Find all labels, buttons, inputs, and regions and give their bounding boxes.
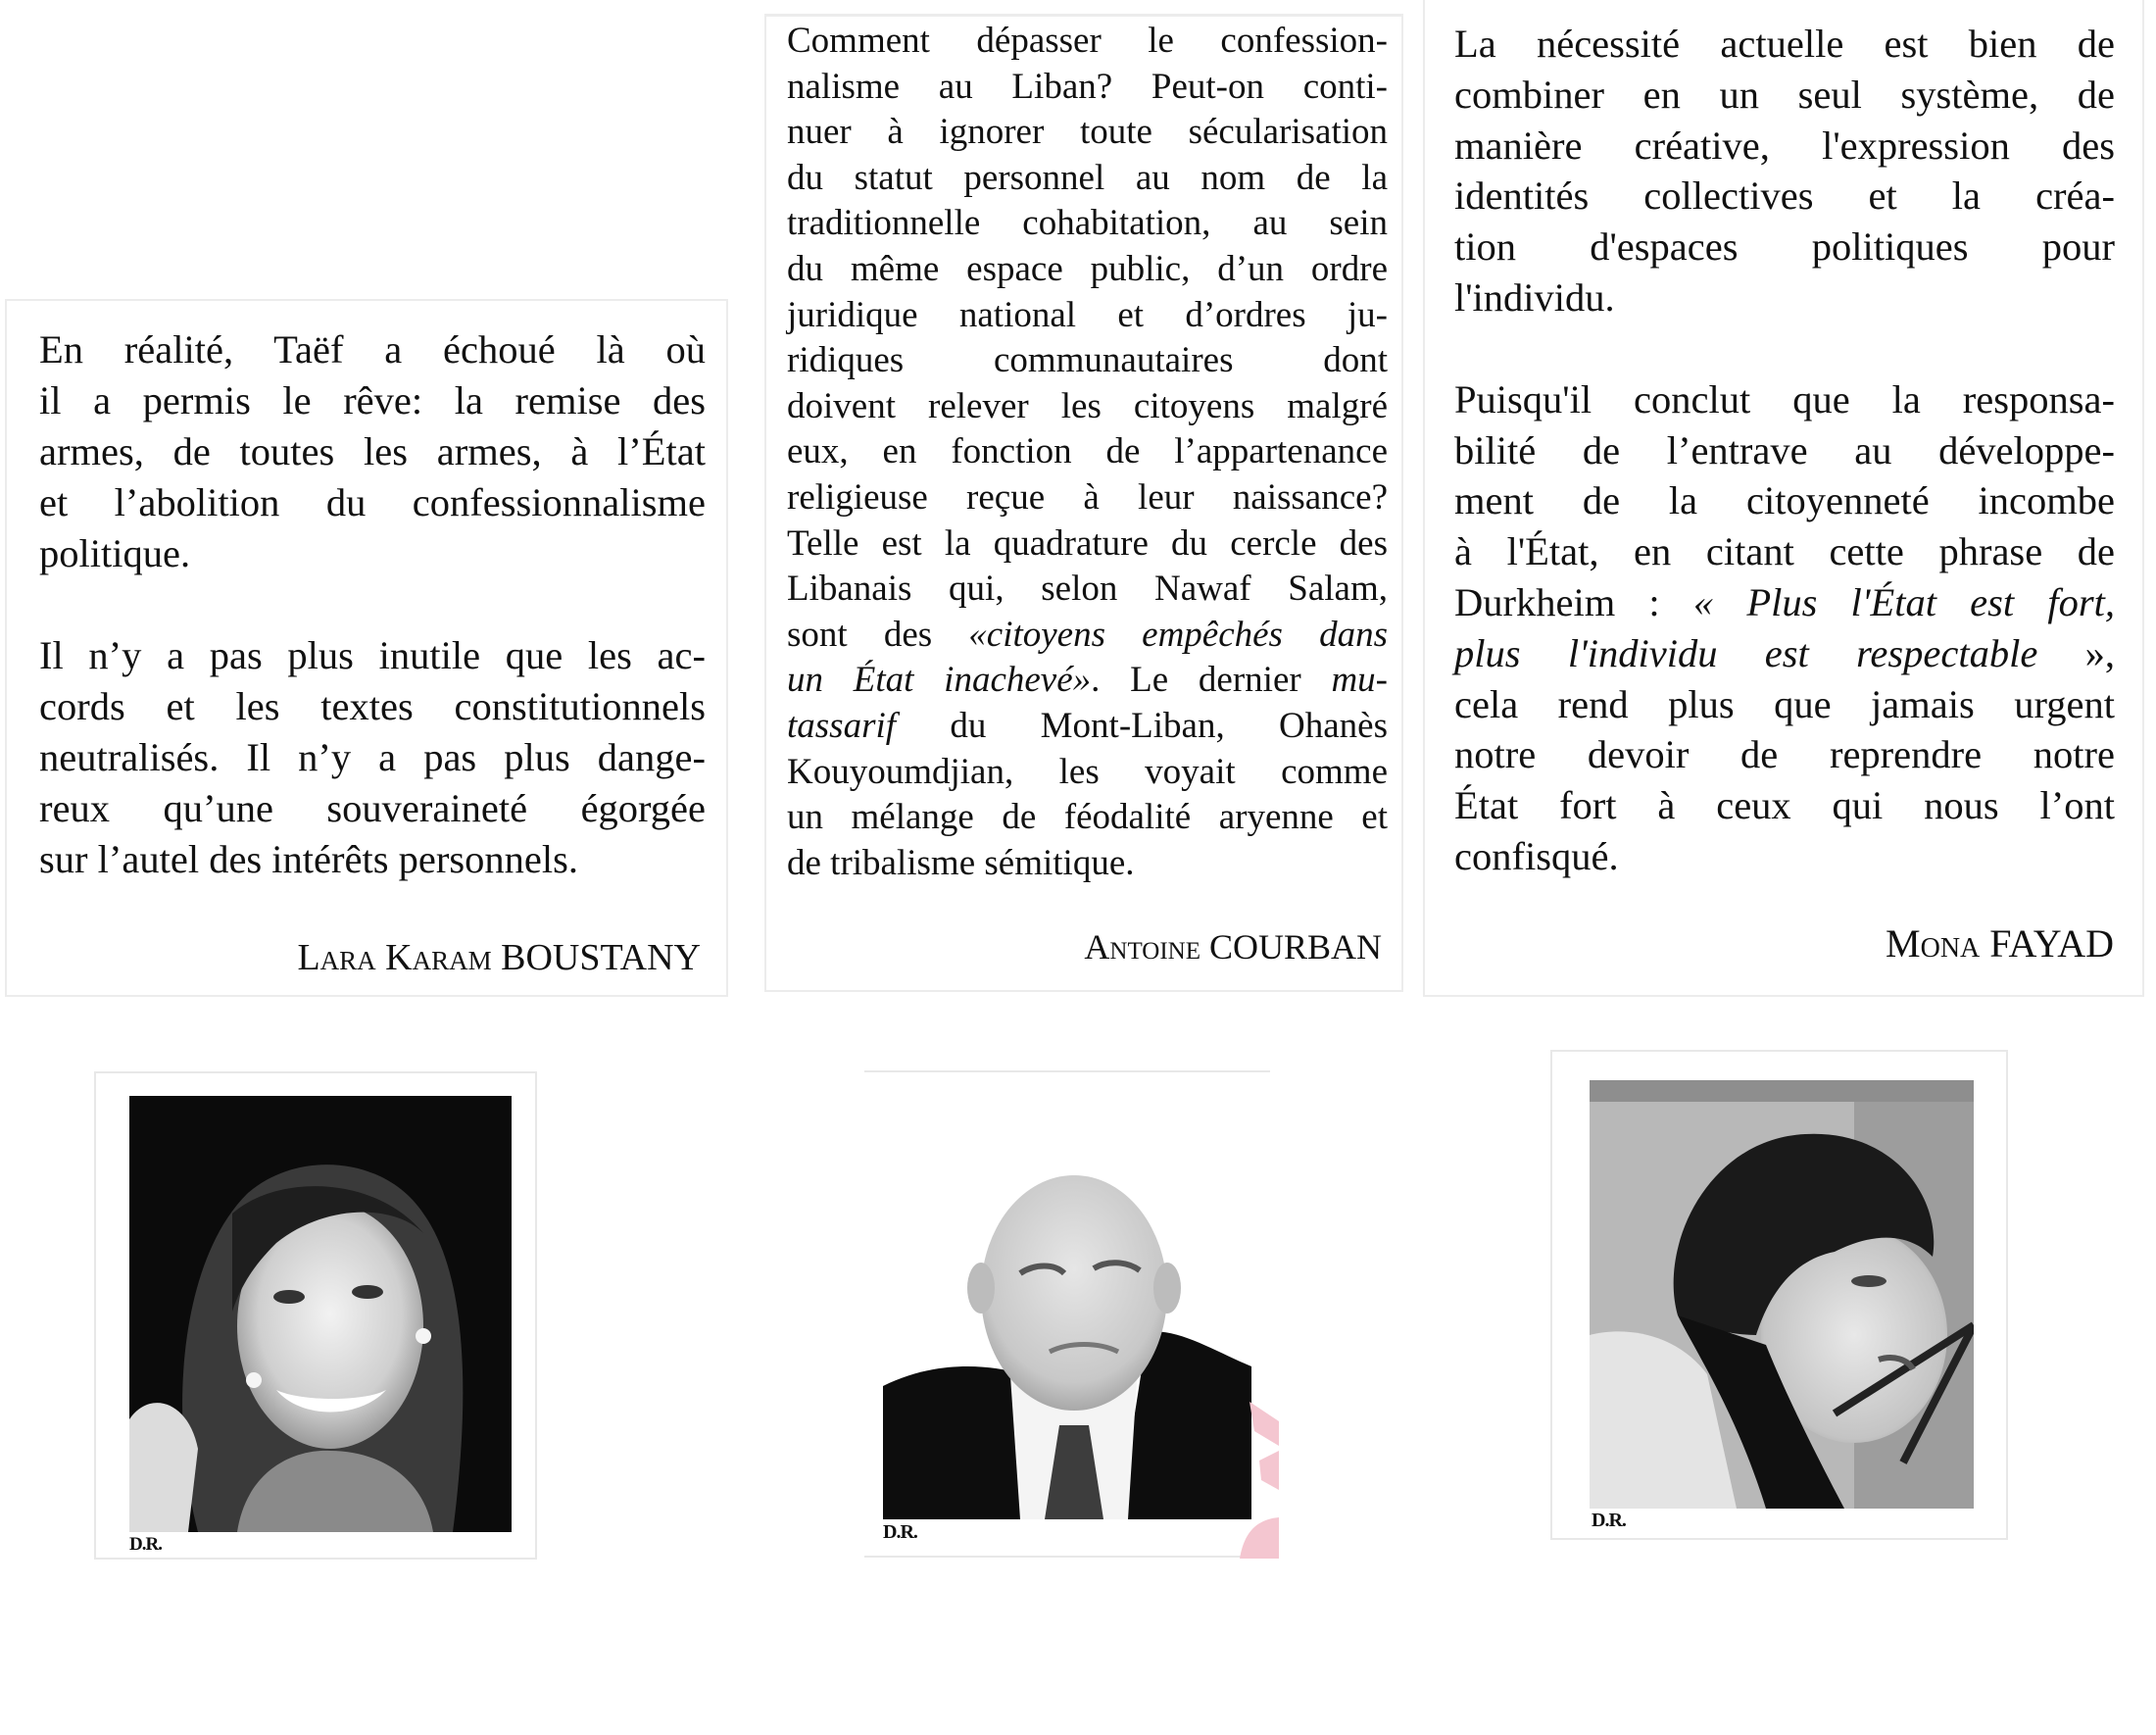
text-line: neutralisés. Il n’y a pas plus dange- (39, 735, 706, 779)
portrait-illustration (883, 1131, 1251, 1519)
text-line: bilité de l’entrave au développe- (1454, 427, 2115, 472)
decorative-pink-mark (1240, 1402, 1279, 1559)
text-line (787, 613, 1388, 659)
text-line: politique. (39, 531, 191, 575)
author-last-name: FAYAD (1989, 921, 2114, 966)
portrait-photo-man-suit (883, 1131, 1251, 1519)
text-line: juridique national et d’ordres ju- (787, 294, 1388, 335)
quote-italic: «citoyens empêchés dans (968, 614, 1388, 655)
text-line: Telle est la quadrature du cercle des (787, 522, 1388, 564)
portrait-illustration (129, 1096, 512, 1532)
text-line: Libanais qui, selon Nawaf Salam, (787, 569, 1388, 610)
text-line: armes, de toutes les armes, à l’État (39, 429, 706, 473)
text-line: ridiques communautaires dont (787, 340, 1388, 381)
photo-credit: D.R. (883, 1521, 917, 1543)
quote-italic: plus l'individu est respectable (1454, 630, 2038, 675)
text-line: et l’abolition du confessionnalisme (39, 480, 706, 524)
author-signature (1084, 926, 1382, 967)
column-text (787, 19, 1388, 886)
portrait-photo-woman-speaking (1590, 1080, 1974, 1509)
text-line: eux, en fonction de l’appartenance (787, 431, 1388, 472)
text-line: identités collectives et la créa- (1454, 174, 2115, 219)
author-last-name: COURBAN (1208, 927, 1382, 967)
text-line: il a permis le rêve: la remise des (39, 378, 706, 422)
quote-italic: « Plus l'État est fort, (1692, 579, 2116, 624)
text-line: État fort à ceux qui nous l’ont (1454, 783, 2115, 828)
text-line: cords et les textes constitutionnels (39, 684, 706, 728)
text-line: du même espace public, d’un ordre (787, 248, 1388, 289)
text-line: à l'État, en citant cette phrase de (1454, 529, 2115, 574)
column-text (39, 324, 706, 885)
text-line: l'individu. (1454, 274, 1615, 320)
text-line: notre devoir de reprendre notre (1454, 732, 2115, 777)
text-line: confisqué. (1454, 833, 1619, 878)
text-line (787, 704, 1388, 750)
author-signature (297, 936, 701, 979)
paragraph-gap (1454, 323, 2115, 374)
text-line: Kouyoumdjian, les voyait comme (787, 751, 1388, 792)
text-line: manière créative, l'expression des (1454, 123, 2115, 168)
photo-credit: D.R. (1592, 1510, 1626, 1531)
text-run: du Mont-Liban, Ohanès (896, 705, 1388, 746)
text-line: combiner en un seul système, de (1454, 72, 2115, 117)
text-line: tion d'espaces politiques pour (1454, 224, 2115, 270)
photo-frame-fayad (1550, 1050, 2008, 1540)
text-line: nalisme au Liban? Peut-on conti- (787, 66, 1388, 107)
text-run: sont des (787, 614, 969, 655)
photo-frame-courban (864, 1070, 1270, 1558)
term-italic: tassarif (787, 705, 897, 746)
author-last-name: BOUSTANY (501, 937, 701, 978)
text-line: reux qu’une souveraineté égorgée (39, 786, 706, 830)
text-line: En réalité, Taëf a échoué là où (39, 327, 706, 372)
text-run: . Le dernier (1091, 660, 1332, 701)
text-line (787, 658, 1388, 704)
author-signature (1886, 920, 2114, 967)
term-italic: mu- (1331, 660, 1388, 701)
text-line: du statut personnel au nom de la (787, 157, 1388, 198)
photo-credit: D.R. (129, 1534, 162, 1555)
article-column-fayad (1423, 0, 2144, 997)
portrait-photo-woman-smiling (129, 1096, 512, 1532)
text-line: de tribalisme sémitique. (787, 842, 1135, 883)
text-line: La nécessité actuelle est bien de (1454, 22, 2115, 66)
text-line: religieuse reçue à leur naissance? (787, 476, 1388, 518)
author-first-name: Mona (1886, 921, 1981, 966)
photo-frame-boustany (94, 1071, 537, 1560)
text-line (1454, 577, 2115, 628)
text-line (1454, 628, 2115, 679)
text-line: un mélange de féodalité aryenne et (787, 797, 1388, 838)
portrait-illustration (1590, 1080, 1974, 1509)
text-line: Il n’y a pas plus inutile que les ac- (39, 633, 706, 677)
text-line: Puisqu'il conclut que la responsa- (1454, 376, 2115, 421)
text-run: Durkheim : (1454, 579, 1693, 624)
text-run: », (2037, 630, 2116, 675)
column-text (1454, 19, 2115, 882)
article-column-courban (764, 14, 1403, 992)
text-line: ment de la citoyenneté incombe (1454, 478, 2115, 523)
text-line: doivent relever les citoyens malgré (787, 385, 1388, 426)
text-line: nuer à ignorer toute sécularisation (787, 112, 1388, 153)
quote-italic: un État inachevé» (787, 660, 1092, 701)
text-line: traditionnelle cohabitation, au sein (787, 203, 1388, 244)
text-line: Comment dépasser le confession- (787, 21, 1388, 61)
article-column-boustany (5, 299, 728, 997)
paragraph-gap (39, 579, 706, 630)
text-line: cela rend plus que jamais urgent (1454, 681, 2115, 726)
text-line: sur l’autel des intérêts personnels. (39, 837, 578, 881)
author-first-name: Antoine (1084, 927, 1200, 967)
author-first-name: Lara Karam (297, 937, 492, 978)
